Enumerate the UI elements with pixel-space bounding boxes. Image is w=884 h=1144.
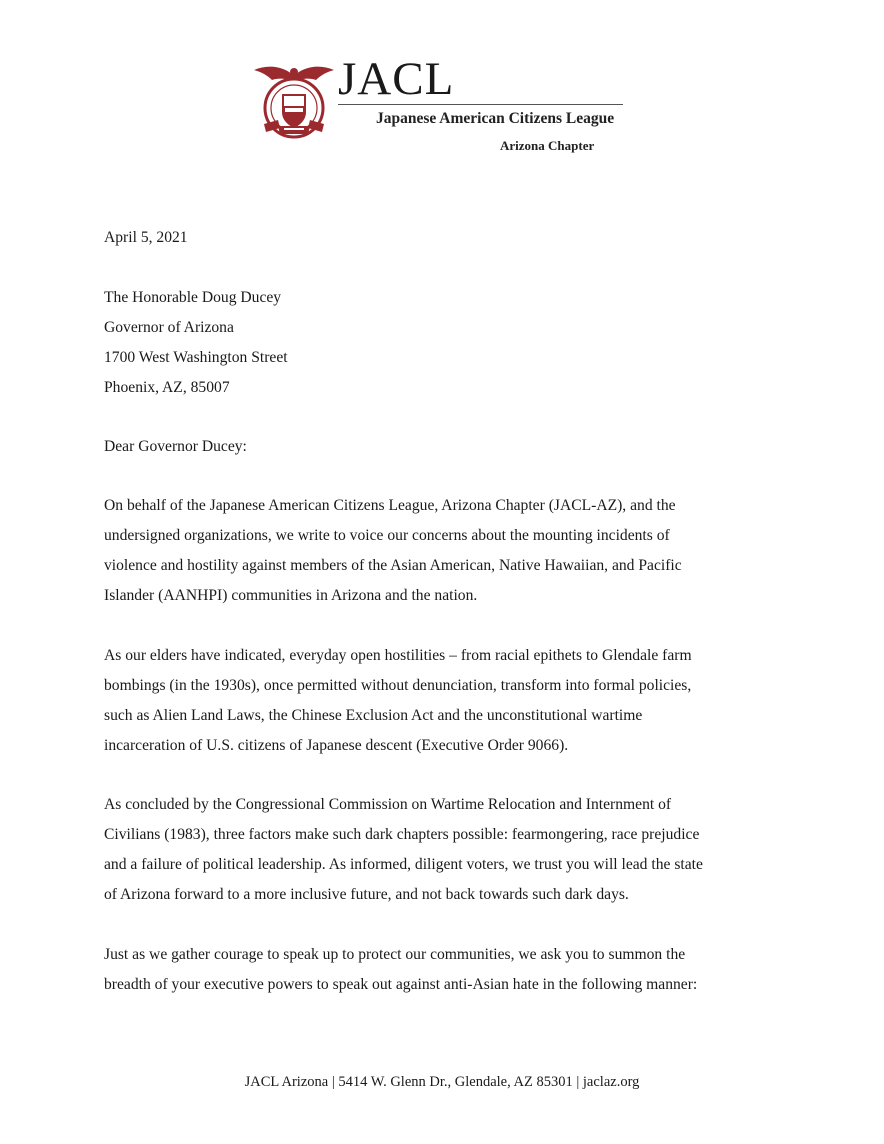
chapter-name: Arizona Chapter <box>500 138 595 153</box>
paragraph-line: violence and hostility against members of the Asian American, Native Hawaiian, and Pacific <box>104 557 682 574</box>
paragraph-3 <box>104 790 784 910</box>
paragraph-line: breadth of your executive powers to speak out against anti-Asian hate in the following manner: <box>104 976 698 993</box>
letter-date: April 5, 2021 <box>104 229 188 246</box>
recipient-line: Phoenix, AZ, 85007 <box>104 379 230 396</box>
paragraph-2 <box>104 641 784 761</box>
recipient-line: The Honorable Doug Ducey <box>104 289 282 306</box>
paragraph-line: As our elders have indicated, everyday open hostilities – from racial epithets to Glendale farm <box>104 647 692 664</box>
paragraph-line: undersigned organizations, we write to voice our concerns about the mounting incidents of <box>104 527 670 544</box>
paragraph-4 <box>104 940 784 1000</box>
org-abbreviation: JACL <box>338 53 455 105</box>
salutation: Dear Governor Ducey: <box>104 438 247 455</box>
paragraph-line: incarceration of U.S. citizens of Japanese descent (Executive Order 9066). <box>104 737 569 754</box>
recipient-line: Governor of Arizona <box>104 319 234 336</box>
paragraph-1 <box>104 491 784 611</box>
paragraph-line: and a failure of political leadership. As informed, diligent voters, we trust you will lead the state <box>104 856 703 873</box>
jacl-seal-logo <box>250 62 338 142</box>
paragraph-line: Civilians (1983), three factors make such dark chapters possible: fearmongering, race prejudice <box>104 826 700 843</box>
letterhead-rule <box>338 104 623 105</box>
paragraph-line: As concluded by the Congressional Commission on Wartime Relocation and Internment of <box>104 796 672 813</box>
paragraph-line: such as Alien Land Laws, the Chinese Exclusion Act and the unconstitutional wartime <box>104 707 643 724</box>
letterhead <box>250 53 630 162</box>
paragraph-line: Islander (AANHPI) communities in Arizona and the nation. <box>104 587 478 604</box>
footer-address: JACL Arizona | 5414 W. Glenn Dr., Glendale, AZ 85301 | jaclaz.org <box>244 1074 640 1090</box>
org-name: Japanese American Citizens League <box>376 110 615 127</box>
recipient-line: 1700 West Washington Street <box>104 349 288 366</box>
paragraph-line: On behalf of the Japanese American Citizens League, Arizona Chapter (JACL-AZ), and the <box>104 497 676 514</box>
paragraph-line: Just as we gather courage to speak up to protect our communities, we ask you to summon the <box>104 946 686 963</box>
paragraph-line: of Arizona forward to a more inclusive future, and not back towards such dark days. <box>104 886 629 903</box>
paragraph-line: bombings (in the 1930s), once permitted without denunciation, transform into formal policies, <box>104 677 692 694</box>
